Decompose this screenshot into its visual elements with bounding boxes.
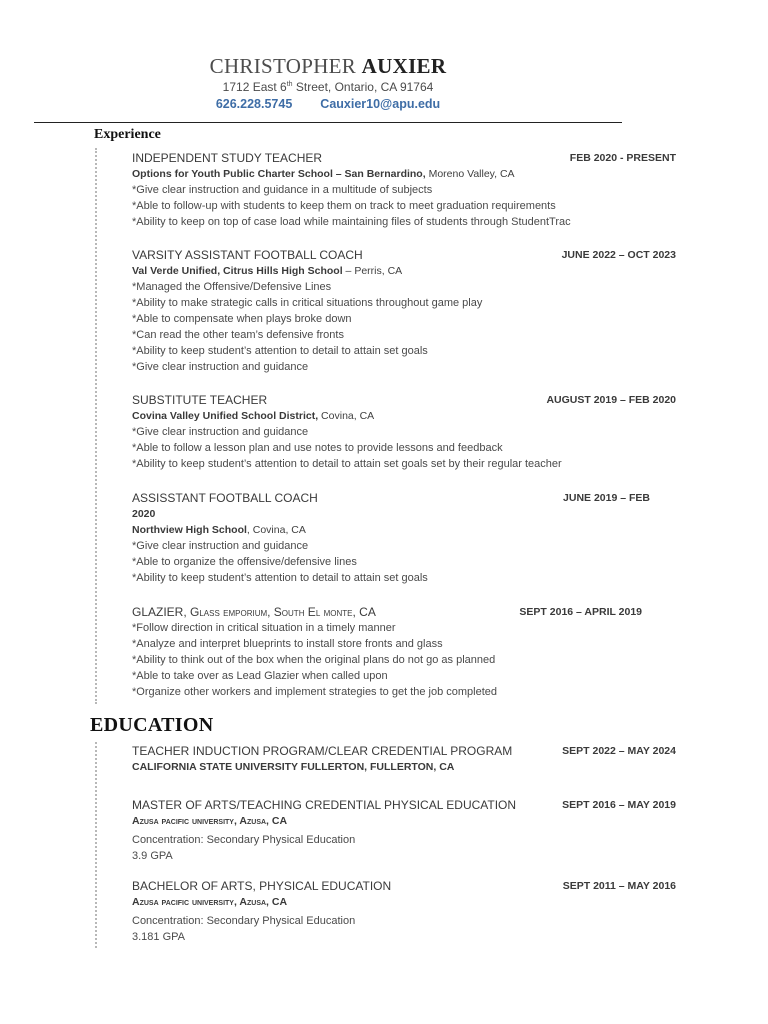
- job-bullet: *Ability to keep student’s attention to detail to attain set goals set by their regular teacher: [132, 458, 562, 470]
- degree-date: SEPT 2011 – MAY 2016: [562, 880, 676, 892]
- school-name: [132, 759, 680, 775]
- first-name: CHRISTOPHER: [209, 54, 357, 78]
- job-bullet: *Give clear instruction and guidance: [132, 426, 309, 438]
- job-bullet: *Give clear instruction and guidance: [132, 361, 309, 373]
- degree-date: SEPT 2022 – MAY 2024: [562, 745, 676, 757]
- degree-date: SEPT 2016 – MAY 2019: [562, 799, 676, 811]
- org-location: Moreno Valley, CA: [425, 168, 515, 180]
- job-organization: [132, 166, 680, 182]
- address-street-number: 1712 East 6: [222, 80, 287, 94]
- job-title: VARSITY ASSISTANT FOOTBALL COACH: [132, 248, 363, 262]
- job-bullet: *Able to follow-up with students to keep them on track to meet graduation requirements: [132, 200, 556, 212]
- job-bullet: *Able to follow a lesson plan and use notes to provide lessons and feedback: [132, 442, 503, 454]
- job-bullet: *Give clear instruction and guidance in a multitude of subjects: [132, 184, 433, 196]
- experience-dotted-line: [95, 148, 97, 704]
- job-bullet: *Able to compensate when plays broke down: [132, 313, 352, 325]
- org-name: Options for Youth Public Charter School – San Bernardino,: [132, 168, 426, 180]
- job-entry: [132, 392, 680, 472]
- job-organization: [132, 522, 680, 538]
- education-entry: [132, 797, 680, 864]
- degree-title: TEACHER INDUCTION PROGRAM/CLEAR CREDENTIAL PROGRAM: [132, 744, 513, 758]
- job-date-continued: [132, 506, 680, 522]
- candidate-name: [0, 54, 656, 79]
- job-bullet: *Able to take over as Lead Glazier when called upon: [132, 670, 388, 682]
- school-name: [132, 894, 680, 910]
- job-bullet: *Analyze and interpret blueprints to install store fronts and glass: [132, 638, 443, 650]
- school-name-text: Azusa pacific university, Azusa, CA: [132, 815, 288, 827]
- gpa: 3.9 GPA: [132, 850, 173, 862]
- experience-heading: Experience: [94, 127, 161, 142]
- education-heading: EDUCATION: [90, 714, 214, 736]
- last-name: AUXIER: [361, 54, 447, 78]
- job-bullet: *Follow direction in critical situation in a timely manner: [132, 622, 396, 634]
- phone-number: 626.228.5745: [215, 97, 293, 111]
- org-name: Covina Valley Unified School District,: [132, 410, 319, 422]
- job-title: ASSISSTANT FOOTBALL COACH: [132, 491, 318, 505]
- job-bullet: *Can read the other team’s defensive fronts: [132, 329, 344, 341]
- job-title: INDEPENDENT STUDY TEACHER: [132, 151, 323, 165]
- job-bullet: *Give clear instruction and guidance: [132, 540, 309, 552]
- job-entry: [132, 490, 680, 586]
- job-date: JUNE 2022 – OCT 2023: [561, 249, 676, 261]
- school-name-text: Azusa pacific university, Azusa, CA: [132, 896, 288, 908]
- job-date: JUNE 2019 – FEB: [563, 492, 650, 504]
- header-divider: [34, 122, 622, 123]
- address-superscript: th: [286, 81, 293, 88]
- education-entry: [132, 743, 680, 775]
- degree-title: BACHELOR OF ARTS, PHYSICAL EDUCATION: [132, 879, 392, 893]
- gpa: 3.181 GPA: [132, 931, 185, 943]
- job-bullet: *Ability to keep on top of case load while maintaining files of students through StudentTrac: [132, 216, 571, 228]
- job-date: AUGUST 2019 – FEB 2020: [546, 394, 676, 406]
- org-location: Covina, CA: [318, 410, 375, 422]
- job-bullet: *Ability to keep student’s attention to detail to attain set goals: [132, 345, 428, 357]
- address-rest: Street, Ontario, CA 91764: [292, 80, 434, 94]
- job-title: SUBSTITUTE TEACHER: [132, 393, 268, 407]
- job-bullet: *Ability to keep student’s attention to detail to attain set goals: [132, 572, 428, 584]
- job-bullet: *Managed the Offensive/Defensive Lines: [132, 281, 332, 293]
- job-bullet: *Ability to make strategic calls in critical situations throughout game play: [132, 297, 483, 309]
- email-link[interactable]: Cauxier10@apu.edu: [320, 97, 441, 111]
- concentration: Concentration: Secondary Physical Education: [132, 834, 356, 846]
- education-entry: [132, 878, 680, 945]
- degree-title: MASTER OF ARTS/TEACHING CREDENTIAL PHYSICAL EDUCATION: [132, 798, 517, 812]
- date-continued-text: 2020: [132, 508, 156, 520]
- job-bullet: *Ability to think out of the box when the original plans do not go as planned: [132, 654, 496, 666]
- job-organization: [132, 408, 680, 424]
- education-dotted-line: [95, 742, 97, 948]
- job-organization: [132, 263, 680, 279]
- job-entry: [132, 604, 680, 700]
- job-date: FEB 2020 - PRESENT: [569, 152, 676, 164]
- org-location: , Covina, CA: [246, 524, 306, 536]
- contact-line: [0, 97, 656, 111]
- org-name: Northview High School: [132, 524, 247, 536]
- concentration: Concentration: Secondary Physical Education: [132, 915, 356, 927]
- job-title: GLAZIER, Glass emporium, South El monte, CA: [132, 605, 376, 619]
- address: [0, 80, 656, 94]
- job-bullet: *Able to organize the offensive/defensive lines: [132, 556, 357, 568]
- school-name-text: CALIFORNIA STATE UNIVERSITY FULLERTON, FULLERTON, CA: [132, 761, 455, 773]
- org-name: Val Verde Unified, Citrus Hills High School: [132, 265, 343, 277]
- job-bullet: *Organize other workers and implement strategies to get the job completed: [132, 686, 498, 698]
- school-name: [132, 813, 680, 829]
- job-entry: [132, 150, 680, 230]
- job-entry: [132, 247, 680, 375]
- job-date: SEPT 2016 – APRIL 2019: [519, 606, 642, 618]
- org-location: – Perris, CA: [342, 265, 403, 277]
